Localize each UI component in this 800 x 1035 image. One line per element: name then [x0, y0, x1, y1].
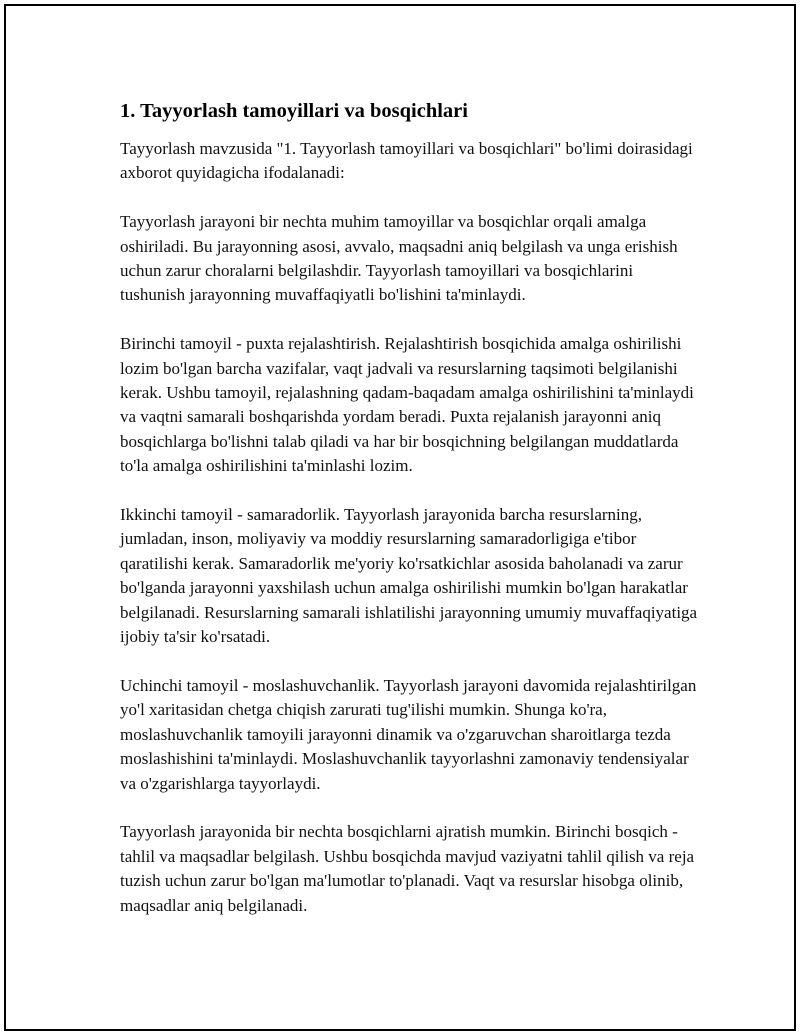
- paragraph-intro: Tayyorlash mavzusida "1. Tayyorlash tamoyillari va bosqichlari" bo'limi doirasidagi axborot quyidagicha ifodalanadi:: [120, 139, 693, 183]
- paragraph-third-principle: Uchinchi tamoyil - moslashuvchanlik. Tayyorlash jarayoni davomida rejalashtirilgan yo'l xaritasidan chetga chiqish zarurati tug'ilishi mumkin. Shunga ko'ra, moslashuvchanlik tamoyili jarayonni dinamik va o'zgaruvchan sharoitlarga tezda moslashishini ta'minlaydi. Moslashuvchanlik tayyorlashni zamonaviy tendensiyalar va o'zgarishlarga tayyorlaydi.: [120, 675, 697, 793]
- paragraph-stages: Tayyorlash jarayonida bir nechta bosqichlarni ajratish mumkin. Birinchi bosqich - tahlil va maqsadlar belgilash. Ushbu bosqichda mavjud vaziyatni tahlil qilish va reja tuzish uchun zarur bo'lgan ma'lumotlar to'planadi. Vaqt va resurslar hisobga olinib, maqsadlar aniq belgilanadi.: [120, 822, 695, 915]
- paragraph-overview: Tayyorlash jarayoni bir nechta muhim tamoyillar va bosqichlar orqali amalga oshiriladi. Bu jarayonning asosi, avvalo, maqsadni aniq belgilash va unga erishish uchun zarur choralarni belgilashdir. Tayyorlash tamoyillari va bosqichlarini tushunish jarayonning muvaffaqiyatli bo'lishini ta'minlaydi.: [120, 212, 678, 305]
- page-frame: [4, 4, 796, 1031]
- document-body: [120, 98, 700, 942]
- paragraph-first-principle: Birinchi tamoyil - puxta rejalashtirish. Rejalashtirish bosqichida amalga oshirilishi lozim bo'lgan barcha vazifalar, vaqt jadvali va resurslarning taqsimoti belgilanishi kerak. Ushbu tamoyil, rejalashning qadam-baqadam amalga oshirilishini ta'minlaydi va vaqtni samarali boshqarishda yordam beradi. Puxta rejalanish jarayonni aniq bosqichlarga bo'lishni talab qiladi va har bir bosqichning belgilangan muddatlarda to'la amalga oshirilishini ta'minlashi lozim.: [120, 334, 694, 476]
- paragraph-second-principle: Ikkinchi tamoyil - samaradorlik. Tayyorlash jarayonida barcha resurslarning, jumladan, inson, moliyaviy va moddiy resurslarning samaradorligiga e'tibor qaratilishi kerak. Samaradorlik me'yoriy ko'rsatkichlar asosida baholanadi va zarur bo'lganda jarayonni yaxshilash uchun amalga oshirilishi mumkin bo'lgan harakatlar belgilanadi. Resurslarning samarali ishlatilishi jarayonning umumiy muvaffaqiyatiga ijobiy ta'sir ko'rsatadi.: [120, 505, 698, 647]
- section-heading: 1. Tayyorlash tamoyillari va bosqichlari: [120, 100, 468, 122]
